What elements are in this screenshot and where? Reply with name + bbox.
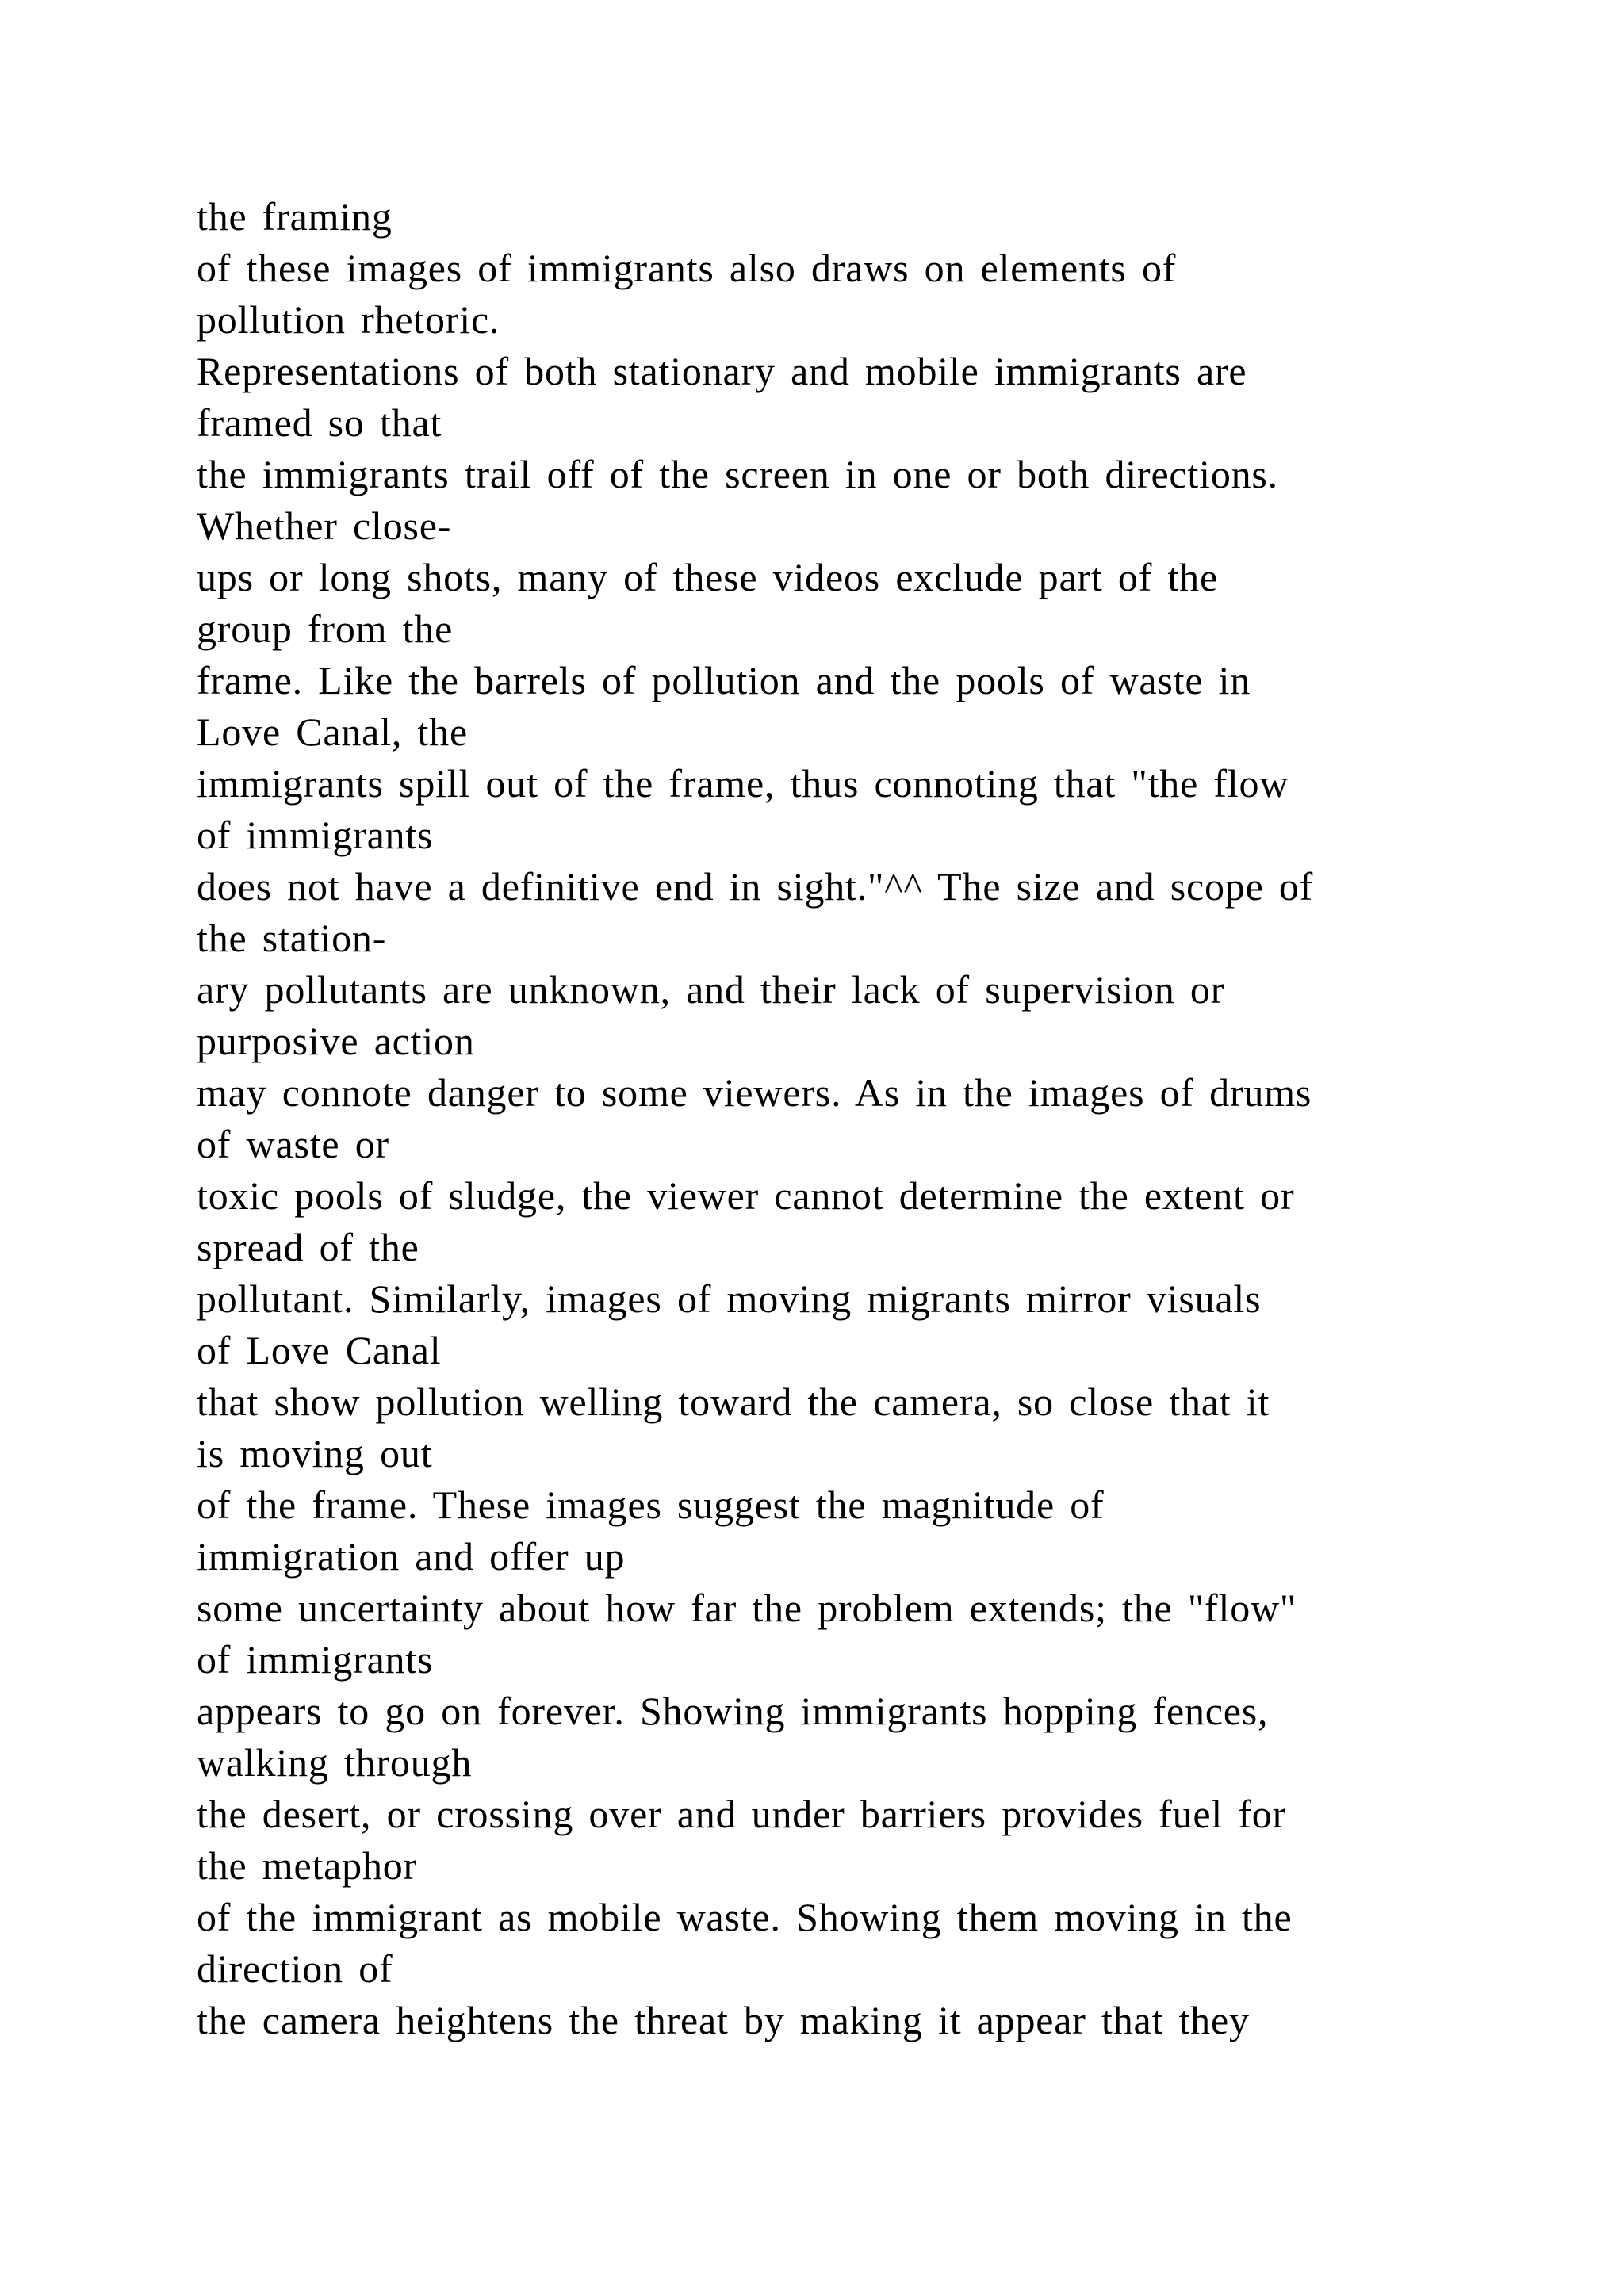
text-line: framed so that [197,400,442,445]
text-line: the metaphor [197,1843,418,1888]
text-line: is moving out [197,1431,433,1475]
text-line: of immigrants [197,813,434,857]
text-block [197,191,1545,2046]
text-line: of the frame. These images suggest the magnitude of [197,1483,1105,1527]
text-line: of the immigrant as mobile waste. Showing them moving in the [197,1895,1293,1939]
text-line: frame. Like the barrels of pollution and the pools of waste in [197,658,1251,702]
text-line: of these images of immigrants also draws on elements of [197,246,1177,290]
text-line: some uncertainty about how far the problem extends; the "flow" [197,1586,1297,1630]
text-line: the desert, or crossing over and under barriers provides fuel for [197,1792,1287,1836]
text-line: spread of the [197,1225,419,1269]
text-line: ups or long shots, many of these videos exclude part of the [197,555,1218,599]
text-line: may connote danger to some viewers. As in the images of drums [197,1070,1312,1115]
text-line: direction of [197,1946,393,1991]
text-line: the station- [197,916,387,960]
text-line: Whether close- [197,503,452,548]
text-line: of Love Canal [197,1328,442,1372]
text-line: the framing [197,194,393,239]
text-line: toxic pools of sludge, the viewer cannot determine the extent or [197,1173,1295,1218]
text-line: ary pollutants are unknown, and their lack of supervision or [197,967,1225,1012]
text-line: immigration and offer up [197,1534,626,1578]
text-line: of waste or [197,1122,389,1166]
text-line: the camera heightens the threat by making it appear that they [197,1998,1250,2042]
text-line: walking through [197,1740,473,1785]
text-line: pollutant. Similarly, images of moving migrants mirror visuals [197,1276,1262,1321]
text-line: group from the [197,607,454,651]
text-line: Love Canal, the [197,710,468,754]
text-line: immigrants spill out of the frame, thus connoting that "the flow [197,761,1289,806]
text-line: the immigrants trail off of the screen in one or both directions. [197,452,1278,496]
text-line: purposive action [197,1019,475,1063]
text-line: does not have a definitive end in sight."^^ The size and scope of [197,864,1314,909]
text-line: of immigrants [197,1637,434,1682]
text-line: appears to go on forever. Showing immigrants hopping fences, [197,1689,1269,1733]
text-line: Representations of both stationary and mobile immigrants are [197,349,1247,393]
text-line: that show pollution welling toward the camera, so close that it [197,1380,1270,1424]
text-line: pollution rhetoric. [197,297,500,342]
